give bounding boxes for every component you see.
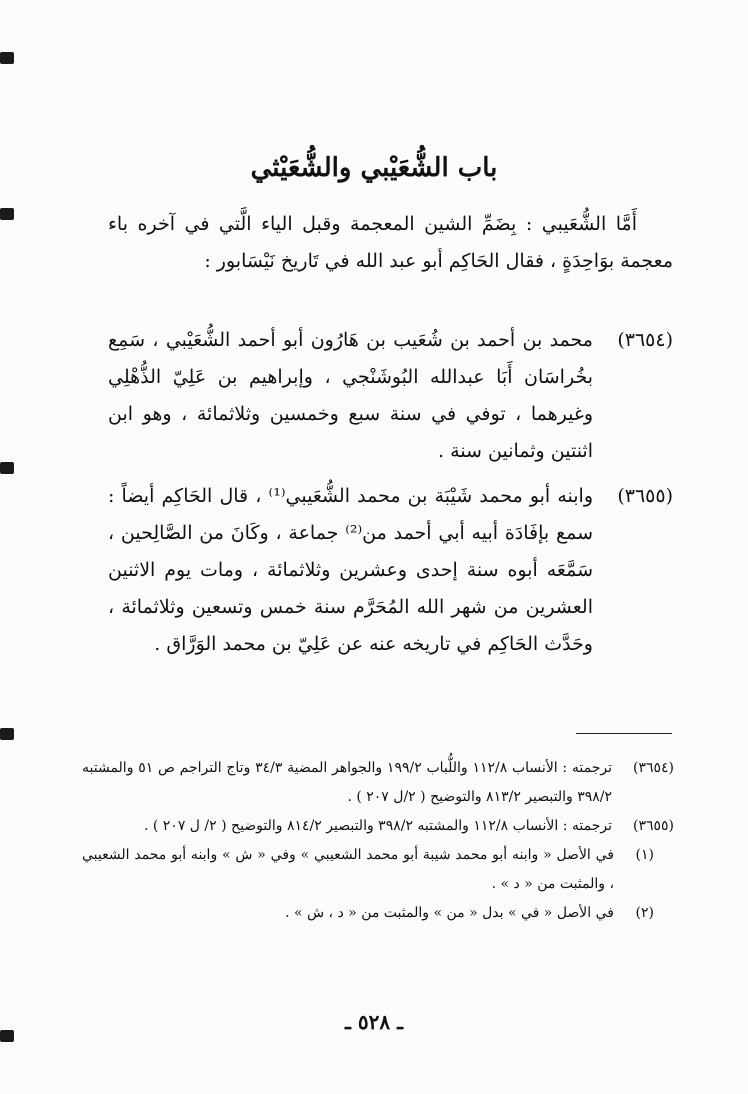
- entry-number: (٣٦٥٥): [617, 485, 673, 507]
- entry-text: وابنه أبو محمد شَيْبَة بن محمد الشُّعَيبي⁽¹⁾ ، قال الحَاكِم أيضاً : سمع بإفَادَة أبيه أبي أحمد من⁽²⁾ جماعة ، وكَانَ من الصَّالِحين ، سَمَّعَه أبوه سنة إحدى وعشرين وثلاثمائة ، ومات يوم الاثنين العشرين من شهر الله المُحَرَّم سنة خمس وتسعين وثلاثمائة ، وحَدَّث الحَاكِم في تاريخه عنه عن عَلِيّ بن محمد الوَرَّاق .: [108, 485, 593, 655]
- chapter-title: باب الشُّعَيْبي والشُّعَيْثي: [250, 153, 498, 183]
- binding-hole-mark: [0, 728, 14, 740]
- footnote-number: (١): [635, 847, 654, 863]
- binding-hole-mark: [0, 208, 14, 220]
- binding-hole-mark: [0, 52, 14, 64]
- footnote: [82, 899, 674, 928]
- notes-section: [82, 754, 674, 928]
- biography-entry: [108, 322, 673, 470]
- footnote-text: في الأصل « في » بدل « من » والمثبت من « د ، ش » .: [285, 905, 614, 921]
- binding-hole-mark: [0, 462, 14, 474]
- page-number: ـ ٥٢٨ ـ: [345, 1010, 403, 1034]
- entry-text: محمد بن أحمد بن شُعَيب بن هَارُون أبو أحمد الشُّعَيْبي ، سَمِع بخُراسَان أَبَا عبدالله البُوشَنْجي ، وإبراهيم بن عَلِيّ الذُّهْلِي وغيرهما ، توفي في سنة سبع وخمسين وثلاثمائة ، وهو ابن اثنتين وثمانين سنة .: [108, 329, 593, 462]
- entry-number: (٣٦٥٤): [617, 329, 673, 351]
- note-text: ترجمته : الأنساب ١١٢/٨ والمشتبه ٣٩٨/٢ والتبصير ٨١٤/٢ والتوضيح ( ٢/ ل ٢٠٧ ) .: [143, 818, 612, 834]
- intro-text: أَمَّا الشُّعَيبي : بِضَمِّ الشين المعجمة وقبل الياء الَّتي في آخره باء معجمة بوَاحِدَةٍ ، فقال الحَاكِم أبو عبد الله في تَاريخ نَيْسَابور :: [108, 213, 673, 272]
- note-number: (٣٦٥٤): [632, 760, 674, 776]
- biography-entry: [108, 478, 673, 663]
- footnote-separator: [576, 733, 672, 734]
- footnote-text: في الأصل « وابنه أبو محمد شيبة أبو محمد الشعيبي » وفي « ش » وابنه أبو محمد الشعيبي ، والمثبت من « د » .: [82, 847, 614, 892]
- note-number: (٣٦٥٥): [632, 818, 674, 834]
- source-note: [82, 754, 674, 812]
- source-note: [82, 812, 674, 841]
- intro-paragraph: [108, 206, 673, 280]
- note-text: ترجمته : الأنساب ١١٢/٨ واللُّباب ١٩٩/٢ والجواهر المضية ٣٤/٣ وتاج التراجم ص ٥١ والمشتبه ٣٩٨/٢ والتبصير ٨١٣/٢ والتوضيح ( ٢/ل ٢٠٧ ) .: [82, 760, 612, 805]
- footnote: [82, 841, 674, 899]
- footnote-number: (٢): [635, 905, 654, 921]
